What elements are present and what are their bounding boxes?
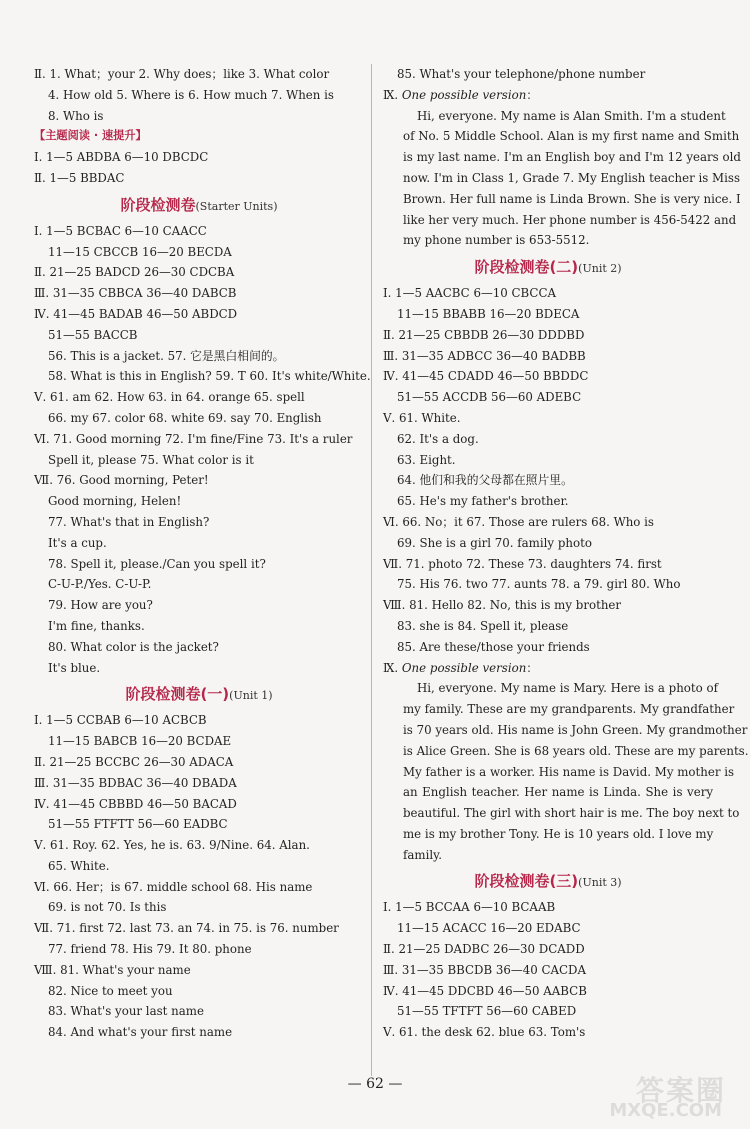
answer-line: Ⅴ. 61. Roy. 62. Yes, he is. 63. 9/Nine. 64. Alan.: [34, 838, 310, 853]
version-italic: One possible version: [401, 87, 527, 102]
version-label: Ⅸ. One possible version：: [383, 660, 539, 675]
section-title-text: 阶段检测卷(三): [474, 872, 579, 891]
answer-line: 77. What's that in English?: [48, 514, 210, 529]
answer-line: 11—15 ACACC 16—20 EDABC: [397, 921, 581, 936]
answer-line: 84. And what's your first name: [48, 1025, 233, 1040]
answer-line: It's blue.: [48, 660, 101, 675]
answer-line: Ⅶ. 76. Good morning, Peter!: [34, 473, 209, 488]
answer-line: 66. my 67. color 68. white 69. say 70. English: [48, 410, 322, 425]
answer-line: Ⅱ. 21—25 CBBDB 26—30 DDDBD: [383, 327, 585, 342]
answer-line: Ⅳ. 41—45 CBBBD 46—50 BACAD: [34, 796, 237, 811]
answer-line: Spell it, please 75. What color is it: [48, 452, 254, 467]
essay-line: beautiful. The girl with short hair is me. The boy next to: [403, 806, 740, 821]
answer-line: Ⅶ. 71. first 72. last 73. an 74. in 75. is 76. number: [34, 921, 339, 936]
right-column: [383, 64, 749, 1043]
answer-line: Ⅱ. 1—5 BBDAC: [34, 170, 125, 185]
answer-line: Ⅳ. 41—45 DDCBD 46—50 AABCB: [383, 983, 587, 998]
answer-line: 8. Who is: [48, 108, 104, 123]
answer-line: Ⅱ. 1. What；your 2. Why does；like 3. What color: [34, 67, 330, 81]
essay-line: like her very much. Her phone number is 456-5422 and: [403, 212, 737, 227]
answer-line: 79. How are you?: [48, 598, 153, 613]
answer-line: 77. friend 78. His 79. It 80. phone: [48, 942, 252, 957]
section-unit: (Unit 3): [578, 876, 622, 890]
answer-line: 56. This is a jacket. 57. 它是黑白相间的。: [48, 348, 285, 363]
answer-line: Ⅰ. 1—5 BCBAC 6—10 CAACC: [34, 223, 207, 238]
answer-line: Ⅱ. 21—25 BCCBC 26—30 ADACA: [34, 754, 234, 769]
answer-line: Ⅰ. 1—5 AACBC 6—10 CBCCA: [383, 286, 556, 301]
answer-line: 11—15 CBCCB 16—20 BECDA: [48, 244, 232, 259]
essay-line: my family. These are my grandparents. My grandfather: [403, 702, 735, 717]
answer-line: It's a cup.: [48, 535, 107, 550]
page-number: — 62 —: [347, 1076, 403, 1092]
section-unit: (Starter Units): [195, 199, 278, 213]
answer-line: Ⅷ. 81. Hello 82. No, this is my brother: [383, 598, 622, 613]
answer-line: 4. How old 5. Where is 6. How much 7. When is: [48, 87, 334, 102]
left-column: [34, 64, 371, 1043]
section-unit: (Unit 1): [229, 689, 273, 703]
section-title-text: 阶段检测卷(二): [474, 258, 579, 277]
essay-line: is Alice Green. She is 68 years old. These are my parents.: [403, 743, 749, 758]
watermark-logo: [596, 1065, 736, 1125]
answer-line: Ⅱ. 21—25 DADBC 26—30 DCADD: [383, 942, 585, 957]
answer-line: 80. What color is the jacket?: [48, 639, 219, 654]
essay-line: family.: [403, 847, 442, 862]
answer-line: 11—15 BABCB 16—20 BCDAE: [48, 734, 232, 749]
essay-line: of No. 5 Middle School. Alan is my first name and Smith: [403, 129, 740, 144]
watermark-title: 答案圈: [635, 1074, 726, 1107]
section-unit: (Unit 2): [578, 262, 622, 276]
answer-line: Good morning, Helen!: [48, 494, 182, 509]
essay-line: an English teacher. Her name is Linda. She is very: [403, 785, 713, 800]
essay-line: my phone number is 653-5512.: [403, 233, 590, 248]
answer-line: 51—55 FTFTT 56—60 EADBC: [48, 817, 228, 832]
essay-line: Hi, everyone. My name is Alan Smith. I'm a student: [417, 108, 726, 123]
essay-line: My father is a worker. His name is David. My mother is: [403, 764, 735, 779]
watermark-site: MXQE.COM: [609, 1100, 722, 1121]
answer-line: Ⅴ. 61. am 62. How 63. in 64. orange 65. spell: [34, 390, 305, 405]
version-label: Ⅸ. One possible version：: [383, 87, 539, 102]
answer-line: Ⅰ. 1—5 CCBAB 6—10 ACBCB: [34, 713, 207, 728]
answer-line: Ⅲ. 31—35 CBBCA 36—40 DABCB: [34, 286, 237, 301]
answer-line: 83. What's your last name: [48, 1004, 204, 1019]
answer-line: Ⅷ. 81. What's your name: [34, 962, 191, 977]
answer-line: 69. is not 70. Is this: [48, 900, 167, 915]
answer-line: 51—55 ACCDB 56—60 ADEBC: [397, 390, 582, 405]
answer-line: 11—15 BBABB 16—20 BDECA: [397, 306, 580, 321]
answer-line: Ⅲ. 31—35 BDBAC 36—40 DBADA: [34, 775, 237, 790]
answer-line: 64. 他们和我的父母都在照片里。: [397, 473, 573, 488]
answer-line: C-U-P./Yes. C-U-P.: [48, 577, 152, 592]
answer-line: 82. Nice to meet you: [48, 983, 173, 998]
answer-line: Ⅲ. 31—35 ADBCC 36—40 BADBB: [383, 348, 586, 363]
answer-line: 65. White.: [48, 858, 110, 873]
answer-line: 63. Eight.: [397, 452, 456, 467]
essay-line: me is my brother Tony. He is 10 years old. I love my: [403, 826, 714, 841]
section-title-text: 阶段检测卷(一): [125, 685, 230, 704]
section-title: [34, 189, 364, 221]
section-title: [383, 251, 713, 283]
answer-line: Ⅵ. 66. Her；is 67. middle school 68. His name: [34, 879, 313, 894]
version-italic: One possible version: [401, 660, 527, 675]
essay-line: Hi, everyone. My name is Mary. Here is a photo of: [417, 681, 718, 696]
essay-line: Brown. Her full name is Linda Brown. She is very nice. I: [403, 191, 741, 206]
answer-line: Ⅰ. 1—5 ABDBA 6—10 DBCDC: [34, 150, 209, 165]
section-title-text: 阶段检测卷: [120, 195, 196, 214]
answer-line: Ⅵ. 71. Good morning 72. I'm fine/Fine 73. It's a ruler: [34, 431, 353, 446]
answer-line: 58. What is this in English? 59. T 60. It's white/White.: [48, 369, 371, 384]
answer-line: 83. she is 84. Spell it, please: [397, 618, 569, 633]
essay-line: now. I'm in Class 1, Grade 7. My English teacher is Miss: [403, 170, 741, 185]
subsection-heading: 【主题阅读 · 速提升】: [34, 129, 147, 143]
answer-line: Ⅴ. 61. the desk 62. blue 63. Tom's: [383, 1025, 586, 1040]
answer-line: 85. What's your telephone/phone number: [397, 67, 646, 81]
section-title: [34, 678, 364, 710]
essay-line: is my last name. I'm an English boy and I'm 12 years old: [403, 150, 741, 165]
answer-line: Ⅳ. 41—45 CDADD 46—50 BBDDC: [383, 369, 589, 384]
column-divider: [371, 64, 372, 1076]
answer-line: 78. Spell it, please./Can you spell it?: [48, 556, 266, 571]
answer-line: I'm fine, thanks.: [48, 618, 145, 633]
essay-line: is 70 years old. His name is John Green. My grandmother: [403, 722, 748, 737]
answer-line: 62. It's a dog.: [397, 431, 479, 446]
answer-line: 85. Are these/those your friends: [397, 639, 590, 654]
answer-line: Ⅳ. 41—45 BADAB 46—50 ABDCD: [34, 306, 238, 321]
answer-line: Ⅱ. 21—25 BADCD 26—30 CDCBA: [34, 265, 235, 280]
answer-line: Ⅲ. 31—35 BBCDB 36—40 CACDA: [383, 962, 587, 977]
section-title: [383, 865, 713, 897]
answer-line: Ⅰ. 1—5 BCCAA 6—10 BCAAB: [383, 900, 556, 915]
answer-line: Ⅴ. 61. White.: [383, 410, 461, 425]
answer-line: 75. His 76. two 77. aunts 78. a 79. girl 80. Who: [397, 577, 681, 592]
answer-line: 51—55 BACCB: [48, 327, 138, 342]
answer-line: 65. He's my father's brother.: [397, 494, 569, 509]
answer-line: 51—55 TFTFT 56—60 CABED: [397, 1004, 577, 1019]
answer-line: Ⅶ. 71. photo 72. These 73. daughters 74. first: [383, 556, 662, 571]
answer-line: 69. She is a girl 70. family photo: [397, 535, 592, 550]
answer-line: Ⅵ. 66. No；it 67. Those are rulers 68. Who is: [383, 514, 654, 529]
